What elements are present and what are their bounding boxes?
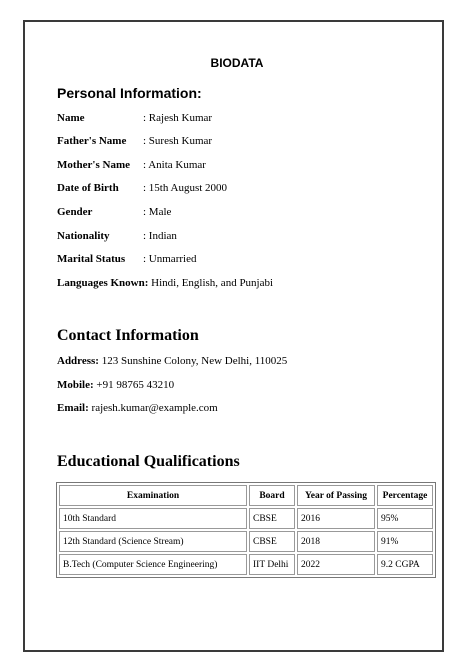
email-label: Email:	[57, 402, 89, 414]
field-value: Hindi, English, and Punjabi	[151, 277, 274, 289]
contact-address	[57, 355, 287, 367]
table-cell: 2016	[297, 508, 375, 529]
education-heading: Educational Qualifications	[57, 453, 240, 470]
field-name	[57, 112, 212, 124]
field-label: Father's Name	[57, 135, 127, 147]
field-value: : Unmarried	[143, 253, 197, 265]
field-date-of-birth	[57, 182, 227, 194]
table-cell: CBSE	[249, 508, 295, 529]
table-cell: B.Tech (Computer Science Engineering)	[59, 554, 247, 575]
column-header: Percentage	[377, 485, 433, 506]
field-value: : Rajesh Kumar	[143, 112, 213, 124]
field-value: : Suresh Kumar	[143, 135, 213, 147]
column-header: Board	[249, 485, 295, 506]
field-label: Marital Status	[57, 253, 126, 265]
field-label: Nationality	[57, 230, 110, 242]
table-row	[59, 508, 433, 529]
table-header-row	[59, 485, 433, 506]
field-mothers-name	[57, 159, 206, 171]
field-label: Gender	[57, 206, 93, 218]
personal-info-heading: Personal Information:	[57, 85, 202, 101]
table-cell: CBSE	[249, 531, 295, 552]
field-languages	[57, 277, 273, 289]
field-label: Name	[57, 112, 85, 124]
field-gender	[57, 206, 171, 218]
table-cell: 2018	[297, 531, 375, 552]
table-row	[59, 531, 433, 552]
address-value: 123 Sunshine Colony, New Delhi, 110025	[101, 355, 288, 367]
field-fathers-name	[57, 135, 212, 147]
document-title: BIODATA	[210, 56, 264, 70]
field-label: Mother's Name	[57, 159, 131, 171]
field-label: Languages Known:	[57, 277, 149, 289]
field-value: : Indian	[143, 230, 177, 242]
contact-email	[57, 402, 218, 414]
field-nationality	[57, 230, 177, 242]
field-marital-status	[57, 253, 196, 265]
contact-mobile	[57, 379, 174, 391]
address-label: Address:	[57, 355, 99, 367]
mobile-label: Mobile:	[57, 379, 94, 391]
table-cell: IIT Delhi	[249, 554, 295, 575]
field-value: : 15th August 2000	[143, 182, 228, 194]
mobile-value: +91 98765 43210	[96, 379, 175, 391]
table-row	[59, 554, 433, 575]
field-label: Date of Birth	[57, 182, 119, 194]
table-cell: 9.2 CGPA	[377, 554, 433, 575]
table-cell: 12th Standard (Science Stream)	[59, 531, 247, 552]
field-value: : Anita Kumar	[143, 159, 206, 171]
table-cell: 2022	[297, 554, 375, 575]
column-header: Year of Passing	[297, 485, 375, 506]
contact-info-heading: Contact Information	[57, 327, 199, 344]
column-header: Examination	[59, 485, 247, 506]
field-value: : Male	[143, 206, 172, 218]
email-value: rajesh.kumar@example.com	[91, 402, 218, 414]
education-table	[56, 482, 436, 578]
table-cell: 91%	[377, 531, 433, 552]
table-cell: 95%	[377, 508, 433, 529]
table-cell: 10th Standard	[59, 508, 247, 529]
